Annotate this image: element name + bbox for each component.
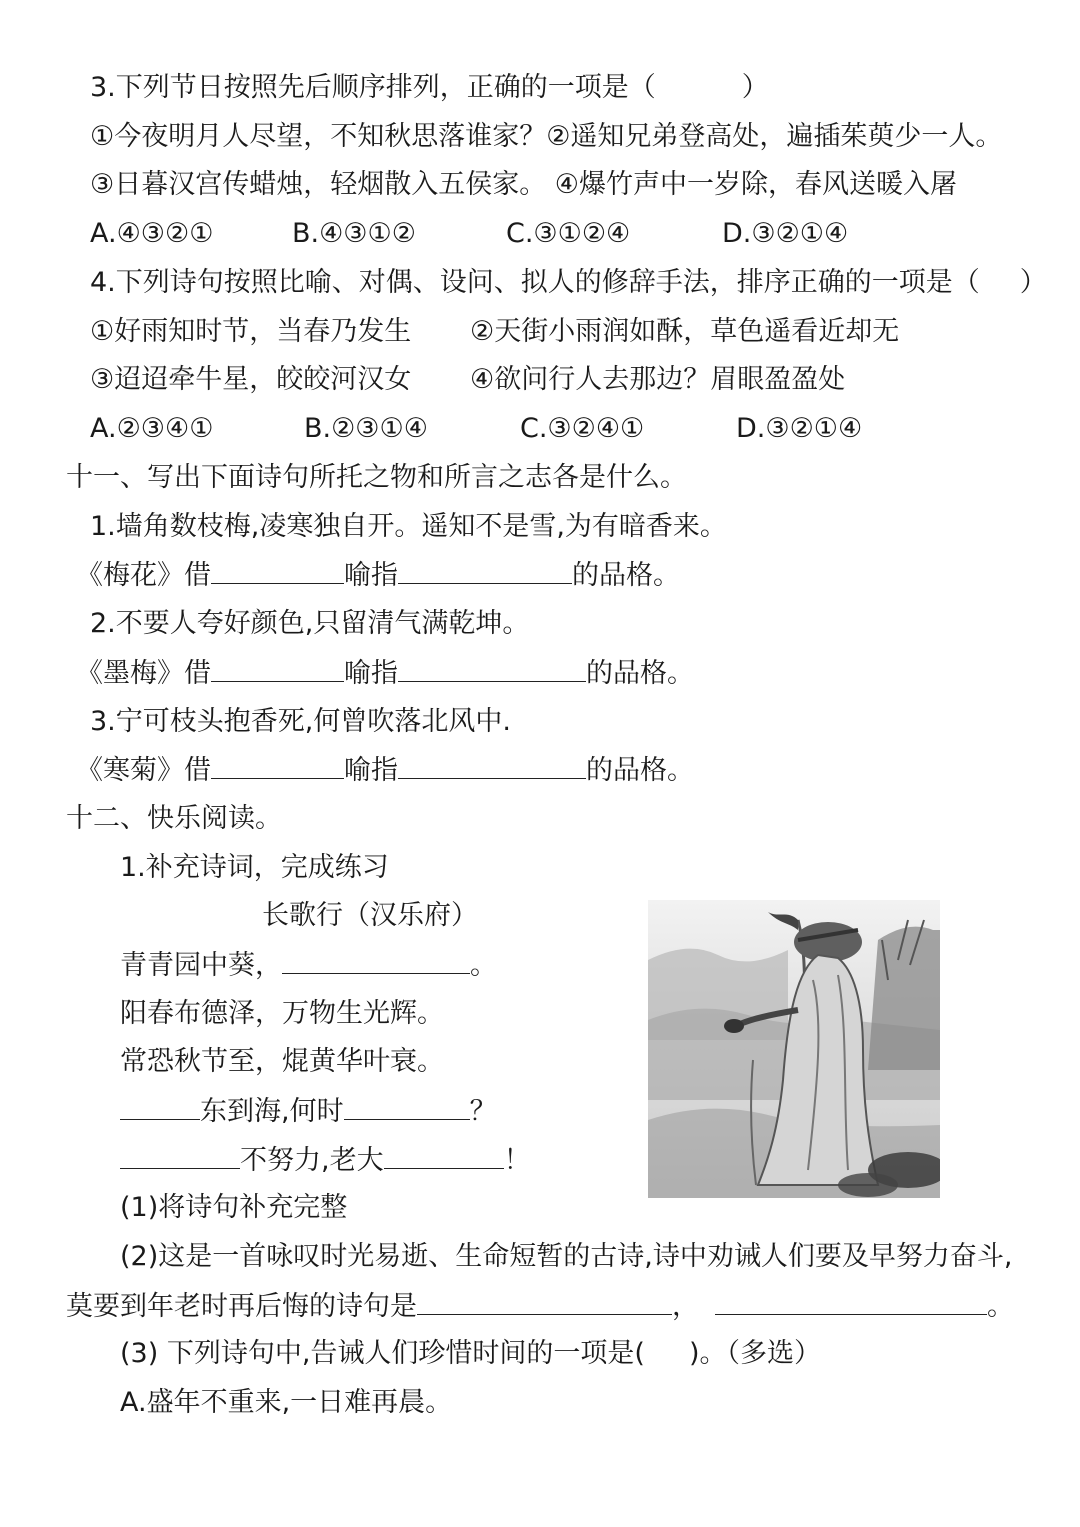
- q4-option-c: C.③②④①: [520, 413, 645, 444]
- s11-item2-line: 2.不要人夸好颜色,只留清气满乾坤。: [90, 608, 530, 639]
- answer-blank-a[interactable]: [417, 1288, 672, 1315]
- task-1: (1)将诗句补充完整: [120, 1192, 348, 1223]
- q4-item2: ②天街小雨润如酥，草色遥看近却无: [470, 316, 900, 347]
- poem-line2: 阳春布德泽，万物生光辉。: [120, 998, 444, 1029]
- task-3: (3) 下列诗句中,告诫人们珍惜时间的一项是( )。（多选）: [120, 1338, 821, 1369]
- s11-item2-fill: 《墨梅》借 喻指 的品格。: [76, 655, 694, 692]
- ink-painting-svg: [648, 900, 940, 1198]
- aspiration-blank-3[interactable]: [398, 752, 586, 779]
- q4-item1: ①好雨知时节，当春乃发生: [90, 316, 412, 347]
- object-blank-3[interactable]: [211, 752, 344, 779]
- section-12-title: 十二、快乐阅读。: [66, 803, 282, 834]
- section-11-title: 十一、写出下面诗句所托之物和所言之志各是什么。: [66, 462, 687, 493]
- poem-line4: 东到海,何时 ？: [120, 1093, 497, 1130]
- poem-blank-5[interactable]: [384, 1142, 504, 1169]
- poem-blank-2[interactable]: [120, 1093, 200, 1120]
- q3-stem: 3.下列节日按照先后顺序排列，正确的一项是（ ）: [90, 72, 769, 103]
- s11-item3-line: 3.宁可枝头抱香死,何曾吹落北风中.: [90, 706, 511, 737]
- q3-option-a: A.④③②①: [90, 218, 214, 249]
- aspiration-blank-2[interactable]: [398, 655, 586, 682]
- poem-line1: 青青园中葵， 。: [120, 947, 497, 984]
- s11-item1-fill: 《梅花》借 喻指 的品格。: [76, 557, 680, 594]
- object-blank-2[interactable]: [211, 655, 344, 682]
- task-2-line1: (2)这是一首咏叹时光易逝、生命短暂的古诗,诗中劝诫人们要及早努力奋斗,: [120, 1241, 1013, 1272]
- poet-illustration: [648, 900, 940, 1198]
- q4-option-a: A.②③④①: [90, 413, 214, 444]
- q4-stem: 4.下列诗句按照比喻、对偶、设问、拟人的修辞手法，排序正确的一项是（ ）: [90, 267, 1047, 298]
- task-2-line2: 莫要到年老时再后悔的诗句是 ， 。: [66, 1288, 1014, 1325]
- poem-line3: 常恐秋节至，焜黄华叶衰。: [120, 1046, 444, 1077]
- poem-blank-3[interactable]: [344, 1093, 470, 1120]
- s12-subtitle: 1.补充诗词，完成练习: [120, 852, 389, 883]
- q4-option-d: D.③②①④: [736, 413, 863, 444]
- poem-blank-4[interactable]: [120, 1142, 240, 1169]
- q3-option-b: B.④③①②: [292, 218, 416, 249]
- answer-blank-b[interactable]: [715, 1288, 987, 1315]
- q4-item4: ④欲问行人去那边？眉眼盈盈处: [470, 364, 846, 395]
- q3-line2: ③日暮汉宫传蜡烛，轻烟散入五侯家。 ④爆竹声中一岁除，春风送暖入屠: [90, 169, 957, 200]
- q3-option-c: C.③①②④: [506, 218, 631, 249]
- q3-option-d: D.③②①④: [722, 218, 849, 249]
- object-blank-1[interactable]: [211, 557, 344, 584]
- s11-item3-fill: 《寒菊》借 喻指 的品格。: [76, 752, 694, 789]
- q4-option-b: B.②③①④: [304, 413, 428, 444]
- poem-line5: 不努力,老大 ！: [120, 1142, 531, 1179]
- task-3-option-a: A.盛年不重来,一日难再晨。: [120, 1387, 453, 1418]
- q4-item3: ③迢迢牵牛星，皎皎河汉女: [90, 364, 412, 395]
- aspiration-blank-1[interactable]: [398, 557, 572, 584]
- poem-blank-1[interactable]: [282, 947, 470, 974]
- s11-item1-line: 1.墙角数枝梅,凌寒独自开。遥知不是雪,为有暗香来。: [90, 511, 727, 542]
- q3-line1: ①今夜明月人尽望，不知秋思落谁家？②遥知兄弟登高处，遍插茱萸少一人。: [90, 121, 1003, 152]
- poem-title: 长歌行（汉乐府）: [262, 900, 478, 931]
